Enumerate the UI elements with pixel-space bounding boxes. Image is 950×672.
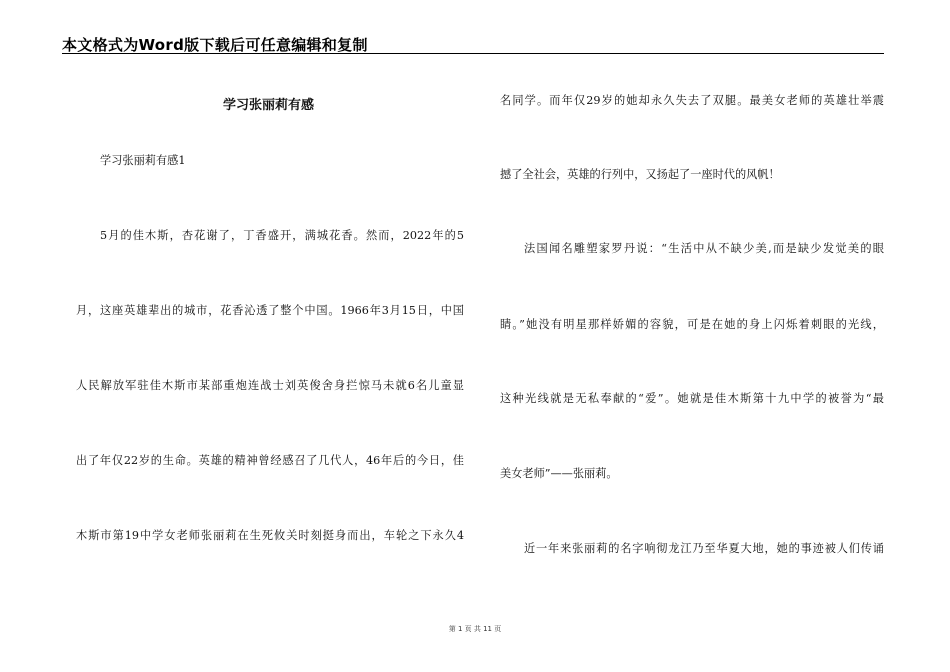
paragraph-line: 出了年仅22岁的生命。英雄的精神曾经感召了几代人，46年后的今日，佳 — [76, 454, 464, 467]
paragraph-line: 学习张丽莉有感1 — [100, 154, 186, 167]
document-title: 学习张丽莉有感 — [222, 98, 314, 113]
paragraph-line: 这种光线就是无私奉献的“爱”。她就是佳木斯第十九中学的被誉为“最 — [500, 392, 884, 405]
paragraph-line: 月，这座英雄辈出的城市，花香沁透了整个中国。1966年3月15日，中国 — [76, 304, 464, 317]
paragraph-line: 法国闻名雕塑家罗丹说：“生活中从不缺少美,而是缺少发觉美的眼 — [524, 242, 884, 255]
paragraph-line: 睛。”她没有明星那样娇媚的容貌，可是在她的身上闪烁着刺眼的光线， — [500, 318, 884, 331]
header-rule — [62, 53, 884, 54]
paragraph-line: 名同学。而年仅29岁的她却永久失去了双腿。最美女老师的英雄壮举震 — [500, 94, 884, 107]
document-header: 本文格式为Word版下载后可任意编辑和复制 — [62, 36, 368, 54]
page-footer: 第 1 页 共 11 页 — [448, 625, 502, 633]
paragraph-line: 木斯市第19中学女老师张丽莉在生死攸关时刻挺身而出，车轮之下永久4 — [76, 529, 464, 542]
paragraph-line: 5月的佳木斯，杏花谢了，丁香盛开，满城花香。然而，2022年的5 — [100, 229, 464, 242]
paragraph-line: 撼了全社会，英雄的行列中，又扬起了一座时代的风帆！ — [500, 168, 780, 181]
paragraph-line: 近一年来张丽莉的名字响彻龙江乃至华夏大地，她的事迹被人们传诵 — [524, 542, 884, 555]
paragraph-line: 人民解放军驻佳木斯市某部重炮连战士刘英俊舍身拦惊马未就6名儿童显 — [76, 379, 464, 392]
paragraph-line: 美女老师”——张丽莉。 — [500, 467, 618, 480]
